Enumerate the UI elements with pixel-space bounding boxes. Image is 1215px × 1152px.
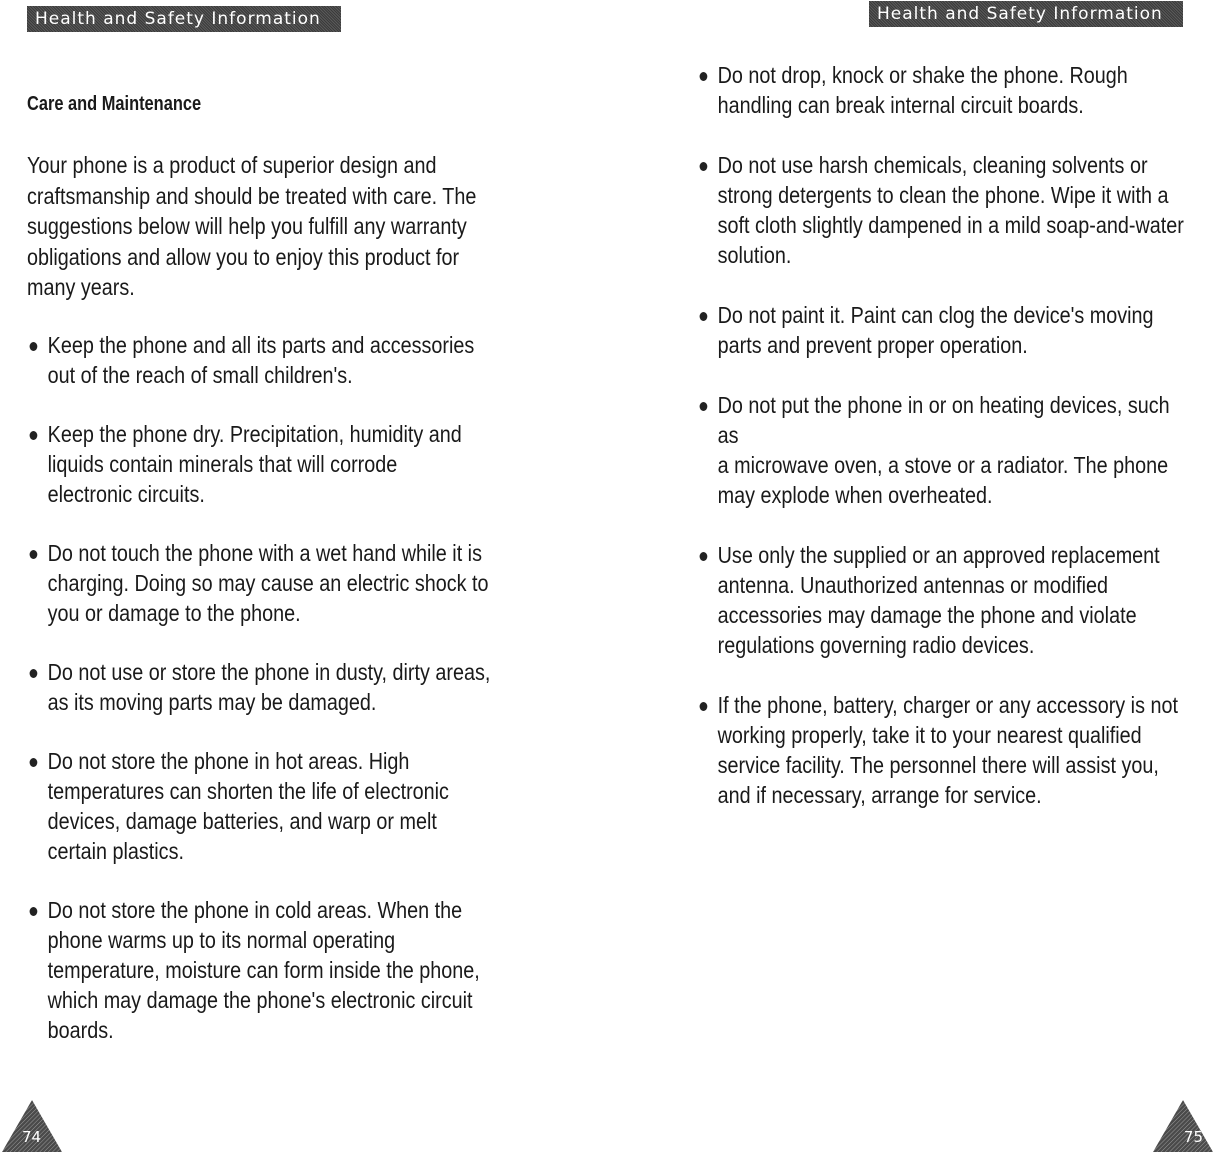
list-item — [27, 419, 509, 509]
header-banner: Health and Safety Information — [27, 6, 341, 32]
list-item — [697, 540, 1196, 660]
bullet-list — [697, 60, 1215, 840]
list-item-text: Do not put the phone in or on heating devices, such as a microwave oven, a stove or a radiator. The phone may explode when overheated. — [717, 392, 1170, 508]
list-item — [27, 895, 509, 1045]
bullet-icon — [30, 669, 38, 678]
list-item-text: Do not store the phone in hot areas. High temperatures can shorten the life of electronic devices, damage batteries, and warp or melt certain plastics. — [47, 748, 449, 864]
bullet-icon — [30, 550, 38, 559]
bullet-icon — [700, 162, 708, 171]
bullet-icon — [700, 312, 708, 321]
list-item — [27, 330, 509, 390]
list-item — [27, 657, 509, 717]
list-item-text: Keep the phone dry. Precipitation, humidity and liquids contain minerals that will corrode electronic circuits. — [47, 421, 462, 507]
bullet-icon — [700, 552, 708, 561]
left-page — [0, 0, 607, 1152]
bullet-icon — [30, 758, 38, 767]
bullet-icon — [30, 342, 38, 351]
list-item — [697, 390, 1196, 510]
bullet-icon — [30, 907, 38, 916]
list-item — [697, 690, 1196, 810]
list-item-text: Do not store the phone in cold areas. When the phone warms up to its normal operating temperature, moisture can form inside the phone, which may damage the phone's electronic circuit boards. — [47, 897, 480, 1043]
list-item — [697, 150, 1196, 270]
bullet-icon — [700, 402, 708, 411]
list-item-text: Keep the phone and all its parts and accessories out of the reach of small children's. — [47, 332, 475, 388]
list-item-text: Use only the supplied or an approved replacement antenna. Unauthorized antennas or modified accessories may damage the phone and violate regulations governing radio devices. — [717, 542, 1160, 658]
bullet-icon — [30, 431, 38, 440]
list-item — [27, 746, 509, 866]
list-item-text: Do not drop, knock or shake the phone. Rough handling can break internal circuit boards. — [717, 62, 1128, 118]
list-item-text: Do not touch the phone with a wet hand while it is charging. Doing so may cause an electric shock to you or damage to the phone. — [47, 540, 489, 626]
bullet-list — [27, 330, 587, 1074]
page-number: 75 — [1183, 1128, 1203, 1146]
list-item-text: If the phone, battery, charger or any accessory is not working properly, take it to your nearest qualified service facility. The personnel there will assist you, and if necessary, arrange for service. — [717, 692, 1178, 808]
list-item — [697, 60, 1196, 120]
list-item-text: Do not use or store the phone in dusty, dirty areas, as its moving parts may be damaged. — [47, 659, 491, 715]
right-page — [607, 0, 1215, 1152]
bullet-icon — [700, 702, 708, 711]
list-item-text: Do not use harsh chemicals, cleaning solvents or strong detergents to clean the phone. Wipe it with a soft cloth slightly dampened in a mild soap-and-water solution. — [717, 152, 1184, 268]
list-item — [697, 300, 1196, 360]
list-item-text: Do not paint it. Paint can clog the device's moving parts and prevent proper operation. — [717, 302, 1154, 358]
list-item — [27, 538, 509, 628]
section-title: Care and Maintenance — [27, 93, 202, 115]
bullet-icon — [700, 72, 708, 81]
intro-paragraph: Your phone is a product of superior design and craftsmanship and should be treated with care. The suggestions below will help you fulfill any warranty obligations and allow you to enjoy this product for many years. — [27, 152, 477, 300]
header-banner: Health and Safety Information — [869, 1, 1183, 27]
page-number: 74 — [22, 1128, 42, 1146]
